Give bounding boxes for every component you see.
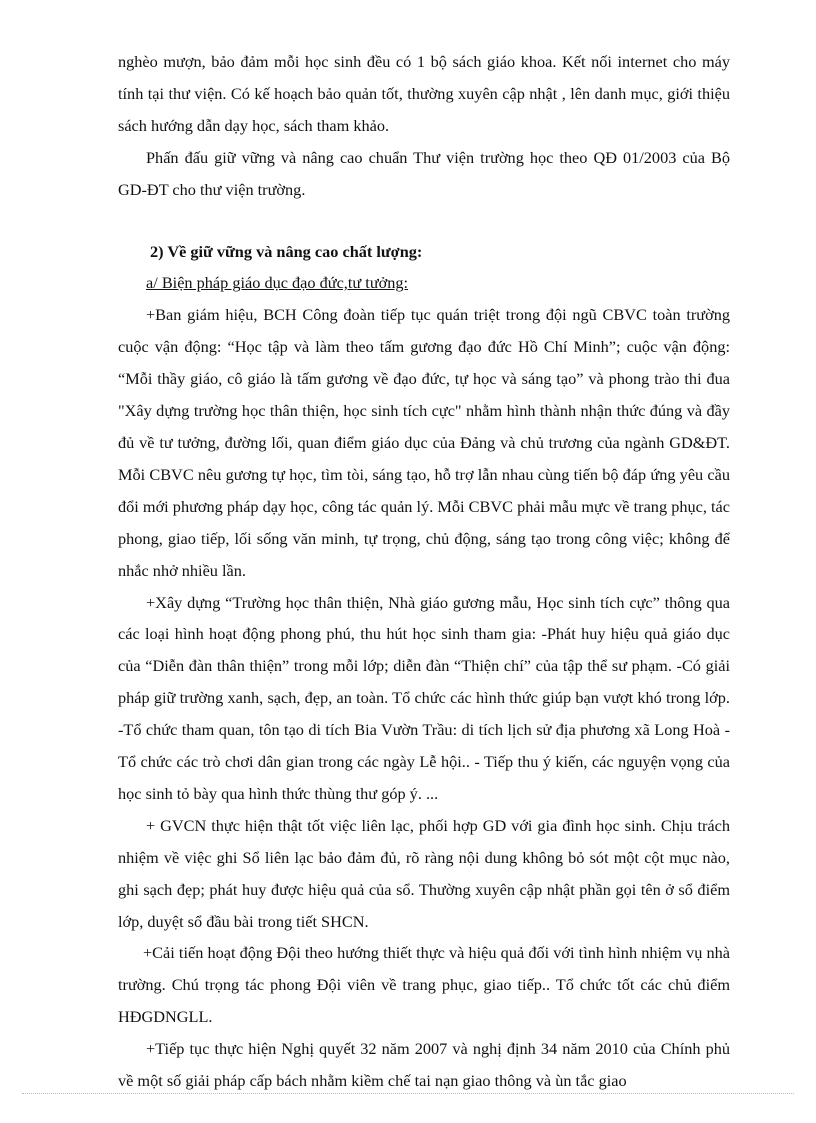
document-body <box>118 46 730 1097</box>
subsection-heading: a/ Biện pháp giáo dục đạo đức,tư tưởng: <box>146 273 409 293</box>
paragraph-homeroom-teacher: + GVCN thực hiện thật tốt việc liên lạc, phối hợp GD với gia đình học sinh. Chịu trách nhiệm về việc ghi Sổ liên lạc bảo đảm đủ, rõ ràng nội dung không bỏ sót một cột mục nào, ghi sạch đẹp; phát huy được hiệu quả của sổ. Thường xuyên cập nhật phần gọi tên ở sổ điểm lớp, duyệt sổ đầu bài trong tiết SHCN. <box>118 815 730 931</box>
page-bottom-divider <box>22 1093 794 1094</box>
paragraph-ethics-campaign: +Ban giám hiệu, BCH Công đoàn tiếp tục quán triệt trong đội ngũ CBVC toàn trường cuộc vận động: “Học tập và làm theo tấm gương đạo đức Hồ Chí Minh”; cuộc vận động: “Mỗi thầy giáo, cô giáo là tấm gương về đạo đức, tự học và sáng tạo” và phong trào thi đua "Xây dựng trường học thân thiện, học sinh tích cực" nhằm hình thành nhận thức đúng và đầy đủ về tư tưởng, đường lối, quan điểm giáo dục của Đảng và chủ trương của ngành GD&ĐT. Mỗi CBVC nêu gương tự học, tìm tòi, sáng tạo, hỗ trợ lẫn nhau cùng tiến bộ đáp ứng yêu cầu đổi mới phương pháp dạy học, công tác quản lý. Mỗi CBVC phải mẫu mực về trang phục, tác phong, giao tiếp, lối sống văn minh, tự trọng, chủ động, sáng tạo trong công việc; không để nhắc nhở nhiều lần. <box>118 305 730 580</box>
paragraph-library-standard: Phấn đấu giữ vững và nâng cao chuẩn Thư viện trường học theo QĐ 01/2003 của Bộ GD-ĐT cho thư viện trường. <box>118 147 730 199</box>
paragraph-traffic-safety: +Tiếp tục thực hiện Nghị quyết 32 năm 2007 và nghị định 34 năm 2010 của Chính phủ về một số giải pháp cấp bách nhằm kiềm chế tai nạn giao thông và ùn tắc giao <box>118 1039 730 1091</box>
section-spacer <box>118 206 730 236</box>
paragraph-library-books: nghèo mượn, bảo đảm mỗi học sinh đều có 1 bộ sách giáo khoa. Kết nối internet cho máy tính tại thư viện. Có kế hoạch bảo quản tốt, thường xuyên cập nhật , lên danh mục, giới thiệu sách hướng dẫn dạy học, sách tham khảo. <box>118 52 730 135</box>
section-heading: 2) Về giữ vững và nâng cao chất lượng: <box>150 241 423 261</box>
paragraph-youth-union: +Cải tiến hoạt động Đội theo hướng thiết thực và hiệu quả đối với tình hình nhiệm vụ nhà trường. Chú trọng tác phong Đội viên về trang phục, giao tiếp.. Tổ chức tốt các chủ điểm HĐGDNGLL. <box>118 943 730 1027</box>
paragraph-friendly-school: +Xây dựng “Trường học thân thiện, Nhà giáo gương mẫu, Học sinh tích cực” thông qua các loại hình hoạt động phong phú, thu hút học sinh tham gia: -Phát huy hiệu quả giáo dục của “Diễn đàn thân thiện” trong mỗi lớp; diễn đàn “Thiện chí” của tập thể sư phạm. -Có giải pháp giữ trường xanh, sạch, đẹp, an toàn. Tổ chức các hình thức giúp bạn vượt khó trong lớp. -Tổ chức tham quan, tôn tạo di tích Bia Vườn Trầu: di tích lịch sử địa phương xã Long Hoà - Tổ chức các trò chơi dân gian trong các ngày Lễ hội.. - Tiếp thu ý kiến, các nguyện vọng của học sinh tỏ bày qua hình thức thùng thư góp ý. ... <box>118 592 730 803</box>
